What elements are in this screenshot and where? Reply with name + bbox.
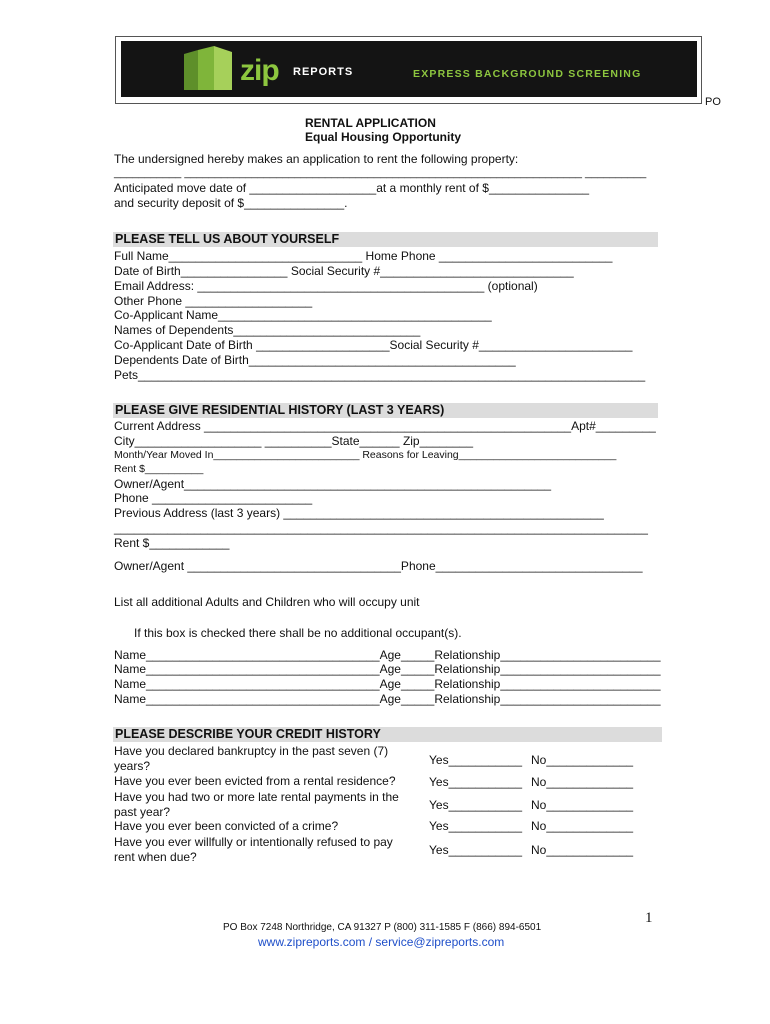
city-state-zip-field[interactable]: City___________________ __________State______ Zip________ <box>114 434 473 448</box>
email-field[interactable]: Email Address: ___________________________________________ (optional) <box>114 279 538 293</box>
previous-address-line2-field[interactable]: ________________________________________________________________________________ <box>114 521 648 535</box>
question-bankruptcy: Have you declared bankruptcy in the past seven (7) <box>114 744 389 758</box>
answer-no-field[interactable]: No_____________ <box>531 819 634 833</box>
full-name-home-phone-field[interactable]: Full Name_____________________________ Home Phone __________________________ <box>114 249 613 263</box>
page-number: 1 <box>645 910 653 926</box>
previous-rent-field[interactable]: Rent $____________ <box>114 536 230 550</box>
other-phone-field[interactable]: Other Phone ___________________ <box>114 294 313 308</box>
dependents-names-field[interactable]: Names of Dependents____________________________ <box>114 323 421 337</box>
co-applicant-dob-ssn-field[interactable]: Co-Applicant Date of Birth ____________________Social Security #_______________________ <box>114 338 633 352</box>
occupants-heading: List all additional Adults and Children who will occupy unit <box>114 595 420 609</box>
no-occupants-note: If this box is checked there shall be no additional occupant(s). <box>134 626 462 640</box>
question-late-payments-cont: past year? <box>114 805 171 819</box>
website-link[interactable]: www.zipreports.com <box>258 935 366 949</box>
page-title: RENTAL APPLICATION <box>305 116 436 130</box>
answer-yes-field[interactable]: Yes___________ <box>429 798 522 812</box>
answer-no-field[interactable]: No_____________ <box>531 798 634 812</box>
answer-yes-field[interactable]: Yes___________ <box>429 775 522 789</box>
answer-yes-field[interactable]: Yes___________ <box>429 819 522 833</box>
co-applicant-name-field[interactable]: Co-Applicant Name_________________________________________ <box>114 308 492 322</box>
pets-field[interactable]: Pets____________________________________________________________________________ <box>114 368 646 382</box>
question-refused-rent-cont: rent when due? <box>114 850 197 864</box>
logo-product: REPORTS <box>293 66 354 78</box>
occupant-row[interactable]: Name___________________________________Age_____Relationship________________________ <box>114 692 661 706</box>
previous-owner-phone-field[interactable]: Owner/Agent ________________________________Phone_______________________________ <box>114 559 643 573</box>
answer-no-field[interactable]: No_____________ <box>531 843 634 857</box>
move-date-rent-field[interactable]: Anticipated move date of ___________________at a monthly rent of $_______________ <box>114 181 590 195</box>
answer-no-field[interactable]: No_____________ <box>531 753 634 767</box>
occupant-row[interactable]: Name___________________________________Age_____Relationship________________________ <box>114 662 661 676</box>
occupant-row[interactable]: Name___________________________________Age_____Relationship________________________ <box>114 648 661 662</box>
security-deposit-field[interactable]: and security deposit of $_______________. <box>114 196 348 210</box>
answer-yes-field[interactable]: Yes___________ <box>429 843 522 857</box>
current-address-field[interactable]: Current Address _______________________________________________________Apt#_________ <box>114 419 656 433</box>
zip-logo-icon <box>184 44 236 92</box>
section-heading-credit: PLEASE DESCRIBE YOUR CREDIT HISTORY <box>113 727 662 742</box>
answer-yes-field[interactable]: Yes___________ <box>429 753 522 767</box>
occupant-row[interactable]: Name___________________________________Age_____Relationship________________________ <box>114 677 661 691</box>
footer-links <box>258 935 504 949</box>
question-evicted: Have you ever been evicted from a rental residence? <box>114 774 396 788</box>
dependents-dob-field[interactable]: Dependents Date of Birth________________________________________ <box>114 353 516 367</box>
footer-address: PO Box 7248 Northridge, CA 91327 P (800) 311-1585 F (866) 894-6501 <box>223 922 542 933</box>
rent-field[interactable]: Rent $__________ <box>114 463 204 475</box>
owner-agent-field[interactable]: Owner/Agent_______________________________________________________ <box>114 477 552 491</box>
question-bankruptcy-cont: years? <box>114 759 151 773</box>
header-corner-text: PO <box>705 96 721 108</box>
property-address-field[interactable]: ___________ _________________________________________________________________ __________ <box>114 167 647 179</box>
section-heading-residential: PLEASE GIVE RESIDENTIAL HISTORY (LAST 3 YEARS) <box>113 403 658 418</box>
question-refused-rent: Have you ever willfully or intentionally refused to pay <box>114 835 393 849</box>
page-subtitle: Equal Housing Opportunity <box>305 130 461 144</box>
logo-brand: zip <box>240 54 279 87</box>
link-separator: / <box>365 935 376 949</box>
answer-no-field[interactable]: No_____________ <box>531 775 634 789</box>
dob-ssn-field[interactable]: Date of Birth________________ Social Security #_____________________________ <box>114 264 574 278</box>
logo-tagline: EXPRESS BACKGROUND SCREENING <box>413 68 642 80</box>
move-in-reasons-field[interactable]: Month/Year Moved In_________________________ Reasons for Leaving___________________________ <box>114 449 617 461</box>
previous-address-field[interactable]: Previous Address (last 3 years) ________________________________________________ <box>114 506 604 520</box>
phone-field[interactable]: Phone ________________________ <box>114 491 313 505</box>
question-late-payments: Have you had two or more late rental payments in the <box>114 790 399 804</box>
question-crime: Have you ever been convicted of a crime? <box>114 819 339 833</box>
section-heading-about: PLEASE TELL US ABOUT YOURSELF <box>113 232 658 247</box>
intro-line: The undersigned hereby makes an application to rent the following property: <box>114 152 519 166</box>
email-link[interactable]: service@zipreports.com <box>375 935 505 949</box>
